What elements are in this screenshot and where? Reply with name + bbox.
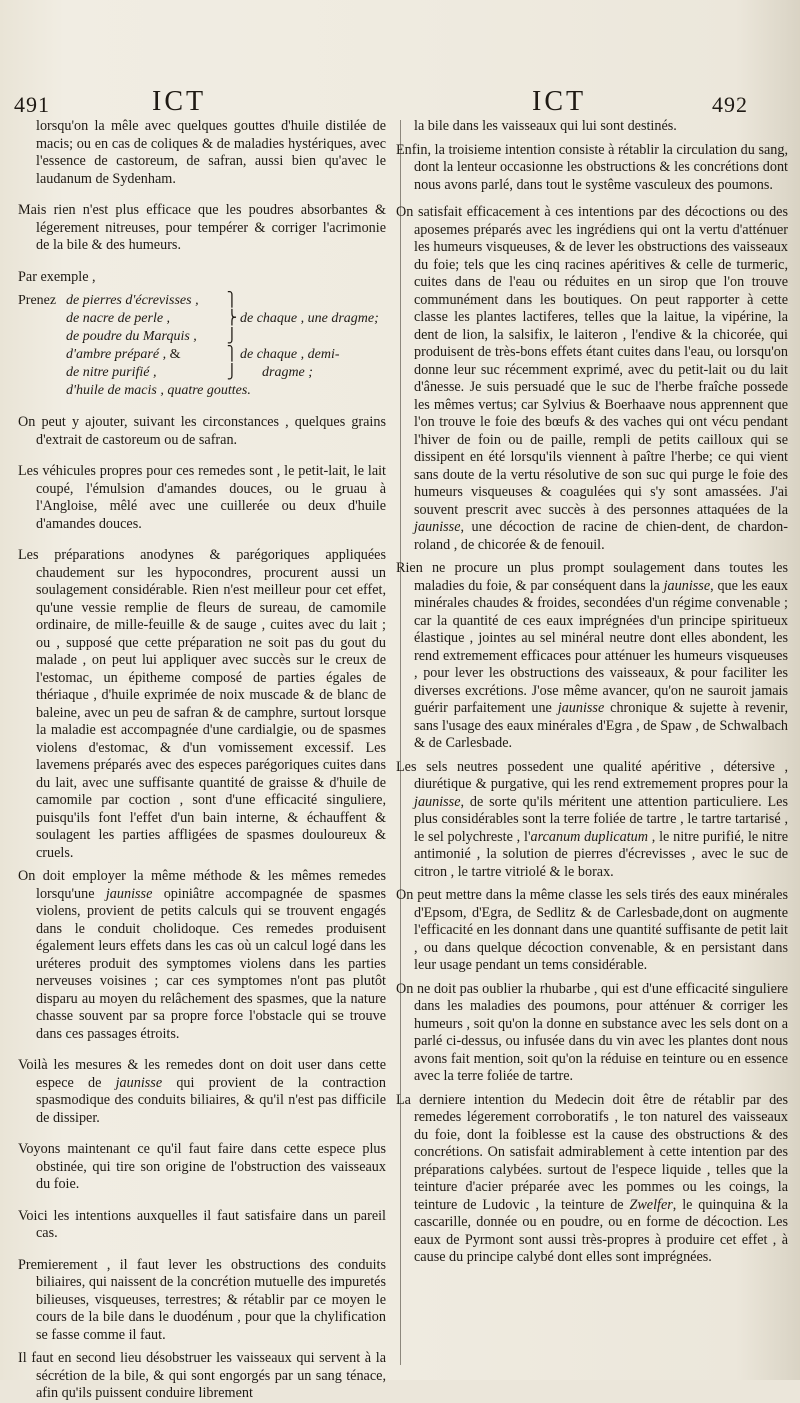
recipe-ingredient: de nacre de perle , [66, 311, 171, 326]
right-column [396, 118, 788, 1368]
headword-right: ICT [532, 86, 587, 117]
headword-left: ICT [152, 86, 207, 117]
paragraph: On peut y ajouter, suivant les circonstances , quelques grains d'extrait de castoreum ou de safran. [18, 414, 386, 448]
recipe-prenez: Prenez [18, 293, 57, 308]
paragraph: Les sels neutres possedent une qualité apéritive , détersive , diurétique & purgative, qui les rend extremement propres pour la jaunisse, de sorte qu'ils méritent une attention particuliere. Les plus considérables sont la terre foliée de tartre , le tartre tartarisé , le sel polychreste , l'arcanum duplicatum , le nitre purifié, le nitre antimonié , la solution de pierres d'écrevisses , avec le suc de citron , le tartre vitriolé & le borax. [396, 758, 788, 880]
recipe-and: & [169, 347, 181, 362]
page-number-left: 491 [14, 92, 50, 117]
paragraph: Premierement , il faut lever les obstructions des conduits biliaires, qui naissent de la concrétion mutuelle des impuretés bilieuses, visqueuses, terrestres; & rétablir par ce moyen le cours de la bile dans le duodénum , pour que la chylification se fasse comme il faut. [18, 1256, 386, 1343]
recipe-dose: de chaque , demi- [240, 347, 340, 362]
recipe-dose: dragme ; [262, 365, 313, 380]
paragraph: Les préparations anodynes & parégoriques appliquées chaudement sur les hypocondres, procurent aussi un soulagement considérable. Rien n'est meilleur pour cet effet, qu'une vessie remplie de fleurs de sureau, de camomile ordinaire, de mille-feuille & de sauge , cuites avec du lait ; ou , supposé que cette préparation ne soit pas du gout du malade , on peut lui appliquer avec succès sur le creux de l'estomac, un épitheme composé de parties égales de thériaque , d'huile exprimée de noix muscade & de blanc de baleine, avec un peu de safran & de camphre, surtout lorsque la maladie est accompagnée d'une cardialgie, ou de spasmes violens d'estomac, & d'un vomissement excessif. Les lavemens préparés avec des especes parégoriques cuites dans du lait, avec une suffisante quantité de graisse & d'huile de camomile par coction , sont d'une efficacité singuliere, puisqu'ils font l'effet d'un bain interne, & échauffent & soulagent les parties affligées de spasmes douloureux & cruels. [18, 547, 386, 861]
recipe-ingredient: d'huile de macis , quatre gouttes. [66, 383, 251, 398]
paragraph: La derniere intention du Medecin doit être de rétablir par des remedes légerement corroboratifs , le ton naturel des vaisseaux du foie, dont la foiblesse est la cause des obstructions & des concrétions. On satisfait admirablement à cette intention par des préparations calybées. surtout de l'espece liquide , telles que la teinture d'acier préparée avec les pommes ou les coings, la teinture de Ludovic , la teinture de Zwelfer, le quinquina & la cascarille, donnée ou en poudre, ou en forme de décoction. Les eaux de Pyrmont sont aussi très-propres à produire cet effet , à cause du principe calybé dont elles sont imprégnées. [396, 1091, 788, 1265]
paragraph: On peut mettre dans la même classe les sels tirés des eaux minérales d'Epsom, d'Egra, de Sedlitz & de Carlesbade,dont on augmente l'efficacité en les donnant dans une quantité suffisante de petit lait , ou dans quelque décoction convenable, & en persistant dans leur usage pendant un tems considérable. [396, 887, 788, 973]
paragraph: On doit employer la même méthode & les mêmes remedes lorsqu'une jaunisse opiniâtre accompagnée de spasmes violens, provient de petits calculs qui se trouvent engagés dans le conduit cholidoque. Ces remedes produisent également leurs effets dans les cas où un calcul logé dans les uréteres produit des symptomes violens dans les parties nerveuses voisines ; car ces symptomes n'ont pas plutôt disparu au moyen du relâchement des spasmes, que la nature chasse souvent par sa propre force l'obstacle qui se trouve dans ces passages étroits. [18, 868, 387, 1042]
paragraph: lorsqu'on la mêle avec quelques gouttes d'huile distilée de macis; ou en cas de coliques & de maladies hystériques, avec l'essence de castoreum, de safran, aussi bien qu'avec le laudanum de Sydenham. [36, 118, 386, 187]
paragraph: On satisfait efficacement à ces intentions par des décoctions ou des aposemes préparés avec les ingrédiens qui ont la vertu d'atténuer les humeurs visqueuses, & de lever les obstructions des vaisseaux du foie; tels que les cinq racines apéritives & celle de turmeric, cuites dans de l'eau ou réduites en un sirop que l'on trouve communément dans les boutiques. On peut rapporter à cette classe les plantes lactiferes, telles que la laitue, la vipérine, la dent de lion, la salsifix, le laiteron , l'endive & la chicorée, qui produisent de très-bons effets étant cuites dans l'eau, ou lorsqu'on donne leur suc récemment exprimé, avec du petit-lait ou du lait d'ânesse. Je suis persuadé que le suc de l'herbe fraîche possede les mêmes vertus; car Sylvius & Boerhaave nous apprennent que l'on trouve le foie des bœufs & des vaches qui ont vécu pendant l'hiver de foin ou de paille, rempli de petits cailloux qui se dissipent en été lorsqu'ils viennent à paître l'herbe; ce qui vient sans doute de la vertu résolutive de son suc qui purge le foie des humeurs visqueuses & coagulées qui s'y sont amassées. J'ai souvent prescrit avec succès à des personnes attaquées de la jaunisse, une décoction de racine de chien-dent, de chardon-roland , de chicorée & de fenouil. [396, 204, 788, 553]
paragraph: Par exemple , [18, 268, 96, 285]
recipe-block: Prenez de pierres d'écrevisses , ⎫ de nacre de perle , ⎬ de chaque , une dragme; de poudre du Marquis , ⎭ d'ambre préparé , & ⎫ de chaque , demi- de nitre purifié , ⎭ dragme ; d'huile de macis , quatre gouttes. [18, 292, 386, 400]
running-head [0, 86, 800, 120]
recipe-ingredient: de poudre du Marquis , [66, 329, 197, 344]
page-number-right: 492 [712, 92, 748, 117]
paragraph: Enfin, la troisieme intention consiste à rétablir la circulation du sang, dont la lenteur occasionne les obstructions & les concrétions dont nous avons parlé, dans tout le systême vasculeux des poumons. [396, 141, 788, 193]
paragraph: Voilà les mesures & les remedes dont on doit user dans cette espece de jaunisse qui provient de la contraction spasmodique des conduits biliaires, & qu'il n'est pas difficile de dissiper. [18, 1057, 386, 1126]
paragraph: Voici les intentions auxquelles il faut satisfaire dans un pareil cas. [18, 1207, 386, 1241]
paragraph: Mais rien n'est plus efficace que les poudres absorbantes & légerement nitreuses, pour tempérer & corriger l'acrimonie de la bile & des humeurs. [18, 202, 386, 253]
recipe-ingredient: d'ambre préparé , [66, 347, 167, 362]
recipe-ingredient: de nitre purifié , [66, 365, 157, 380]
paragraph: Les véhicules propres pour ces remedes sont , le petit-lait, le lait coupé, l'émulsion d'amandes douces, ou le gruau à l'Angloise, mêlé avec une cuillerée ou deux d'huile d'amandes douces. [18, 463, 386, 532]
paragraph: On ne doit pas oublier la rhubarbe , qui est d'une efficacité singuliere dans les maladies des poumons, pour atténuer & corriger les humeurs , soit qu'on la donne en substance avec les sels dont on a parlé ci-dessus, ou infusée dans du vin avec les plantes dont nous avons fait mention, soit qu'on la réduise en teinture ou en essence avec la terre foliée de tartre. [396, 980, 788, 1084]
paragraph: Il faut en second lieu désobstruer les vaisseaux qui servent à la sécrétion de la bile, & qui sont engorgés par un sang ténace, afin qu'ils puissent conduire librement [18, 1350, 386, 1401]
paragraph: Voyons maintenant ce qu'il faut faire dans cette espece plus obstinée, qui tire son origine de l'obstruction des vaisseaux du foie. [18, 1141, 386, 1192]
left-column [18, 118, 387, 1401]
recipe-ingredient: de pierres d'écrevisses , [66, 293, 199, 308]
recipe-dose: de chaque , une dragme; [240, 311, 379, 326]
paragraph: Rien ne procure un plus prompt soulagement dans toutes les maladies du foie, & par conséquent dans la jaunisse, que les eaux minérales chaudes & froides, secondées d'un régime convenable ; car la quantité de ces eaux imprégnées d'un principe spiritueux élastique , jointes au sel minéral neutre dont elles abondent, les rend extremement efficaces pour atténuer les humeurs visqueuses , pour lever les obstructions des vaisseaux, & pour faciliter les diverses excrétions. J'ose même avancer, qu'on ne sauroit jamais guérir parfaitement une jaunisse chronique & sujette à revenir, sans l'usage des eaux minérales d'Egra , de Spaw , de Schwalbach & de Carlesbade. [396, 560, 789, 751]
paragraph: la bile dans les vaisseaux qui lui sont destinés. [414, 118, 677, 134]
